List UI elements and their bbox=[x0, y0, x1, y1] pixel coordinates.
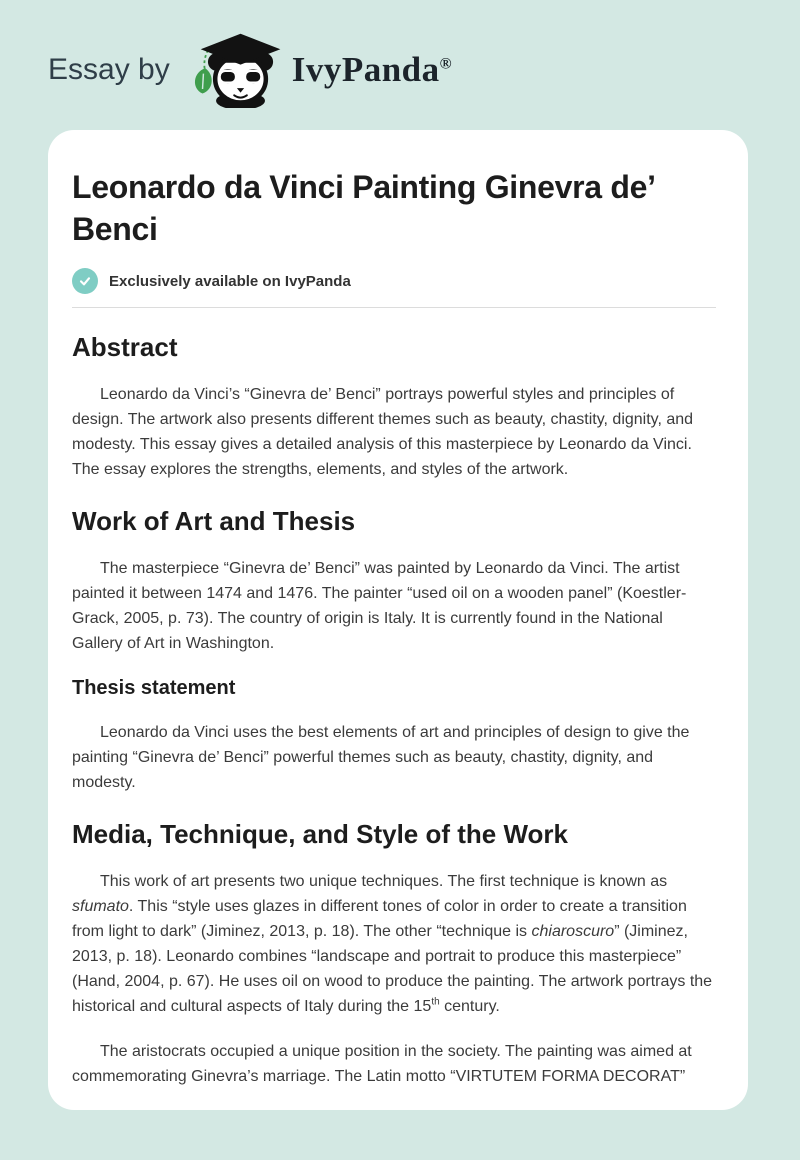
media-technique-paragraph-2: The aristocrats occupied a unique position in the society. The painting was aimed at commemorating Ginevra’s marriage. The Latin motto “VIRTUTEM FORMA DECORAT” bbox=[72, 1043, 692, 1085]
work-of-art-heading: Work of Art and Thesis bbox=[72, 506, 356, 536]
abstract-heading: Abstract bbox=[72, 332, 178, 362]
registered-mark: ® bbox=[439, 55, 453, 73]
availability-badge-row bbox=[72, 268, 716, 294]
panda-graduate-icon bbox=[186, 32, 286, 108]
media-technique-heading: Media, Technique, and Style of the Work bbox=[72, 819, 568, 849]
thesis-statement-heading: Thesis statement bbox=[72, 677, 236, 699]
page-title: Leonardo da Vinci Painting Ginevra de’ Benci bbox=[72, 169, 654, 247]
site-header bbox=[0, 0, 800, 110]
check-icon bbox=[72, 268, 98, 294]
media-technique-paragraph-1: This work of art presents two unique techniques. The first technique is known as sfumato. This “style uses glazes in different tones of color in order to create a transition from light to dark” (Jiminez, 2013, p. 18). The other “technique is chiaroscuro” (Jiminez, 2013, p. 18). Leonardo combines “landscape and portrait to produce this masterpiece” (Hand, 2004, p. 67). He uses oil on wood to produce the painting. The artwork portrays the historical and cultural aspects of Italy during the 15th century. bbox=[72, 873, 713, 1015]
essay-by-label: Essay by bbox=[48, 53, 170, 86]
abstract-paragraph: Leonardo da Vinci’s “Ginevra de’ Benci” portrays powerful styles and principles of design. The artwork also presents different themes such as beauty, chastity, dignity, and modesty. This essay gives a detailed analysis of this masterpiece by Leonardo da Vinci. The essay explores the strengths, elements, and styles of the artwork. bbox=[72, 386, 694, 478]
essay-card bbox=[48, 130, 748, 1110]
work-of-art-paragraph: The masterpiece “Ginevra de’ Benci” was painted by Leonardo da Vinci. The artist painted it between 1474 and 1476. The painter “used oil on a wooden panel” (Koestler-Grack, 2005, p. 73). The country of origin is Italy. It is currently found in the National Gallery of Art in Washington. bbox=[72, 560, 687, 652]
divider bbox=[72, 307, 716, 308]
thesis-statement-paragraph: Leonardo da Vinci uses the best elements of art and principles of design to give the painting “Ginevra de’ Benci” powerful themes such as beauty, chastity, dignity, and modesty. bbox=[72, 724, 690, 791]
availability-label: Exclusively available on IvyPanda bbox=[109, 272, 351, 290]
brand-logo-text: IvyPanda® bbox=[291, 50, 453, 89]
